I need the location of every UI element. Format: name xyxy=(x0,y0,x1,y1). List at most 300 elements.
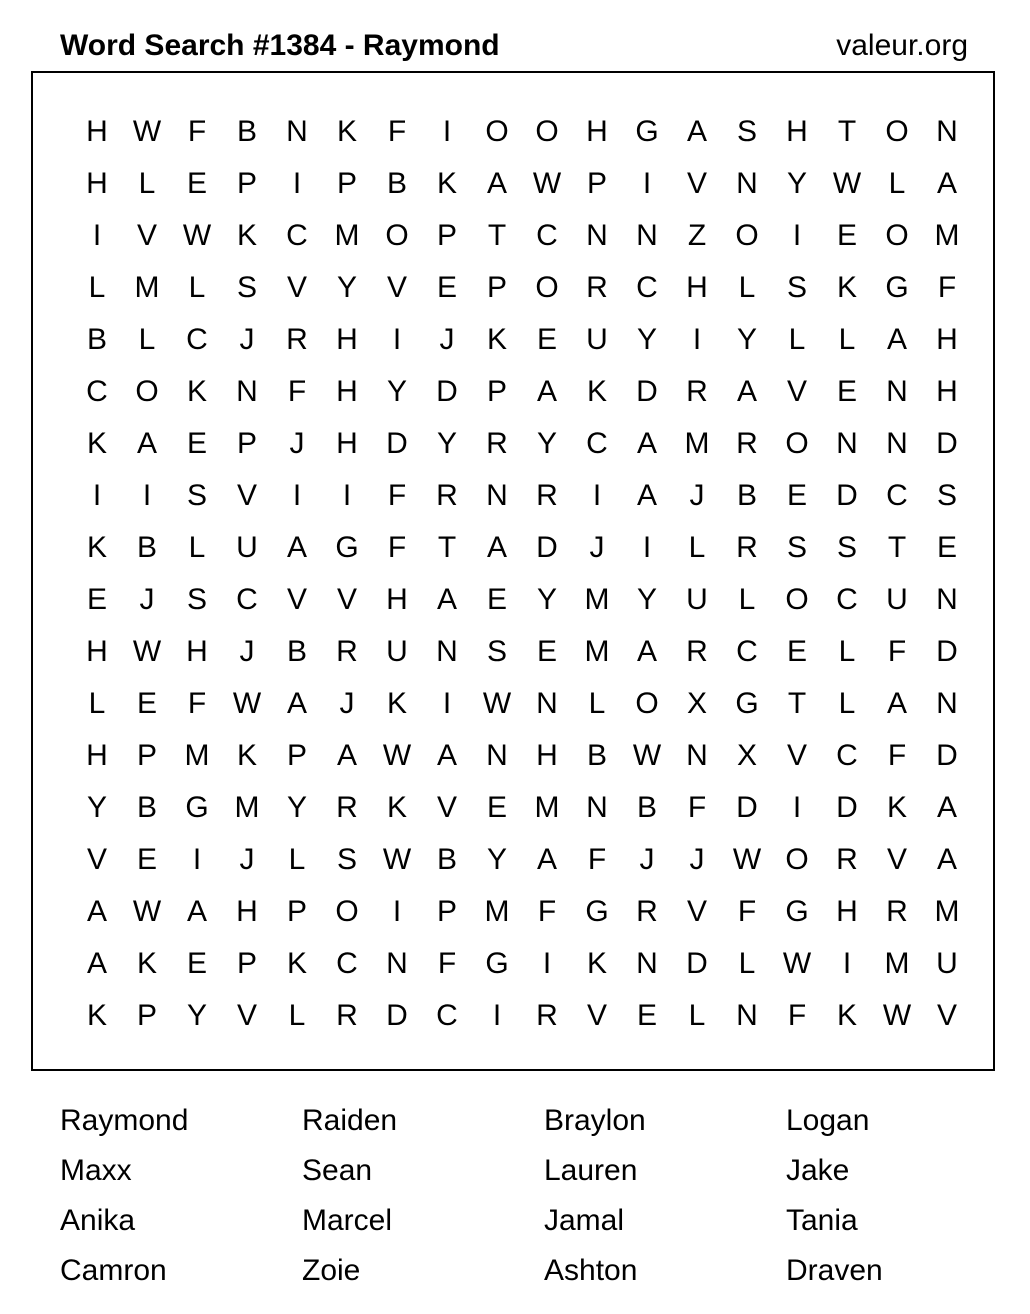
grid-letter[interactable]: J xyxy=(339,687,355,720)
grid-letter[interactable]: J xyxy=(639,843,655,876)
grid-letter[interactable]: K xyxy=(386,791,407,824)
grid-letter[interactable]: H xyxy=(586,115,608,148)
grid-letter[interactable]: R xyxy=(886,895,908,928)
grid-letter[interactable]: A xyxy=(186,895,207,928)
grid-letter[interactable]: F xyxy=(587,843,607,876)
grid-letter[interactable]: U xyxy=(386,635,408,668)
grid-letter[interactable]: E xyxy=(536,635,557,668)
grid-letter[interactable]: J xyxy=(239,843,255,876)
grid-letter[interactable]: I xyxy=(392,895,402,928)
grid-letter[interactable]: C xyxy=(436,999,458,1032)
grid-letter[interactable]: Y xyxy=(486,843,507,876)
grid-letter[interactable]: L xyxy=(738,271,756,304)
grid-letter[interactable]: N xyxy=(936,115,958,148)
grid-letter[interactable]: C xyxy=(186,323,208,356)
grid-letter[interactable]: W xyxy=(182,219,212,252)
grid-letter[interactable]: S xyxy=(786,531,807,564)
grid-letter[interactable]: M xyxy=(584,583,610,616)
grid-letter[interactable]: J xyxy=(289,427,305,460)
grid-letter[interactable]: U xyxy=(936,947,958,980)
grid-letter[interactable]: F xyxy=(887,635,907,668)
grid-letter[interactable]: M xyxy=(184,739,210,772)
grid-letter[interactable]: L xyxy=(838,687,856,720)
grid-letter[interactable]: V xyxy=(786,739,807,772)
grid-letter[interactable]: I xyxy=(592,479,602,512)
grid-letter[interactable]: W xyxy=(832,167,862,200)
grid-letter[interactable]: K xyxy=(86,531,107,564)
grid-letter[interactable]: D xyxy=(736,791,758,824)
grid-letter[interactable]: F xyxy=(687,791,707,824)
grid-letter[interactable]: B xyxy=(386,167,407,200)
grid-letter[interactable]: K xyxy=(336,115,357,148)
grid-letter[interactable]: T xyxy=(787,687,807,720)
grid-letter[interactable]: H xyxy=(386,583,408,616)
grid-letter[interactable]: I xyxy=(192,843,202,876)
grid-letter[interactable]: S xyxy=(836,531,857,564)
grid-letter[interactable]: K xyxy=(386,687,407,720)
grid-letter[interactable]: S xyxy=(336,843,357,876)
grid-letter[interactable]: S xyxy=(186,479,207,512)
grid-letter[interactable]: P xyxy=(136,739,157,772)
grid-letter[interactable]: H xyxy=(836,895,858,928)
grid-letter[interactable]: K xyxy=(136,947,157,980)
grid-letter[interactable]: J xyxy=(239,635,255,668)
grid-letter[interactable]: P xyxy=(236,427,257,460)
grid-letter[interactable]: Y xyxy=(386,375,407,408)
grid-letter[interactable]: D xyxy=(386,999,408,1032)
grid-letter[interactable]: E xyxy=(786,635,807,668)
grid-letter[interactable]: J xyxy=(689,479,705,512)
grid-letter[interactable]: C xyxy=(836,739,858,772)
grid-letter[interactable]: W xyxy=(482,687,512,720)
grid-letter[interactable]: B xyxy=(236,115,257,148)
grid-letter[interactable]: B xyxy=(736,479,757,512)
grid-letter[interactable]: N xyxy=(886,427,908,460)
grid-letter[interactable]: M xyxy=(334,219,360,252)
grid-letter[interactable]: U xyxy=(686,583,708,616)
grid-letter[interactable]: O xyxy=(785,843,809,876)
grid-letter[interactable]: H xyxy=(336,375,358,408)
grid-letter[interactable]: W xyxy=(632,739,662,772)
grid-letter[interactable]: Z xyxy=(687,219,707,252)
grid-letter[interactable]: P xyxy=(486,271,507,304)
grid-letter[interactable]: M xyxy=(684,427,710,460)
grid-letter[interactable]: L xyxy=(88,687,106,720)
grid-letter[interactable]: F xyxy=(287,375,307,408)
grid-letter[interactable]: B xyxy=(286,635,307,668)
grid-letter[interactable]: N xyxy=(536,687,558,720)
grid-letter[interactable]: K xyxy=(236,219,257,252)
grid-letter[interactable]: F xyxy=(737,895,757,928)
grid-letter[interactable]: N xyxy=(236,375,258,408)
grid-letter[interactable]: M xyxy=(234,791,260,824)
grid-letter[interactable]: M xyxy=(934,219,960,252)
grid-letter[interactable]: W xyxy=(132,635,162,668)
grid-letter[interactable]: N xyxy=(486,479,508,512)
grid-letter[interactable]: Y xyxy=(536,583,557,616)
grid-letter[interactable]: Y xyxy=(736,323,757,356)
grid-letter[interactable]: D xyxy=(836,791,858,824)
grid-letter[interactable]: C xyxy=(236,583,258,616)
grid-letter[interactable]: K xyxy=(286,947,307,980)
grid-letter[interactable]: E xyxy=(136,687,157,720)
grid-letter[interactable]: W xyxy=(382,739,412,772)
grid-letter[interactable]: A xyxy=(436,583,457,616)
grid-letter[interactable]: E xyxy=(836,375,857,408)
grid-letter[interactable]: I xyxy=(692,323,702,356)
grid-letter[interactable]: B xyxy=(136,531,157,564)
grid-letter[interactable]: K xyxy=(836,271,857,304)
grid-letter[interactable]: E xyxy=(186,947,207,980)
grid-letter[interactable]: H xyxy=(336,323,358,356)
grid-letter[interactable]: O xyxy=(785,427,809,460)
grid-letter[interactable]: D xyxy=(936,739,958,772)
grid-letter[interactable]: E xyxy=(486,583,507,616)
grid-letter[interactable]: R xyxy=(536,479,558,512)
grid-letter[interactable]: V xyxy=(236,479,257,512)
grid-letter[interactable]: A xyxy=(86,947,107,980)
grid-letter[interactable]: Y xyxy=(436,427,457,460)
grid-letter[interactable]: F xyxy=(187,115,207,148)
grid-letter[interactable]: H xyxy=(86,167,108,200)
grid-letter[interactable]: W xyxy=(782,947,812,980)
grid-letter[interactable]: L xyxy=(88,271,106,304)
grid-letter[interactable]: N xyxy=(636,947,658,980)
grid-letter[interactable]: F xyxy=(187,687,207,720)
grid-letter[interactable]: N xyxy=(586,219,608,252)
grid-letter[interactable]: E xyxy=(186,167,207,200)
grid-letter[interactable]: D xyxy=(836,479,858,512)
grid-letter[interactable]: V xyxy=(886,843,907,876)
grid-letter[interactable]: W xyxy=(232,687,262,720)
grid-letter[interactable]: P xyxy=(236,167,257,200)
grid-letter[interactable]: R xyxy=(336,999,358,1032)
grid-letter[interactable]: L xyxy=(138,323,156,356)
grid-letter[interactable]: L xyxy=(688,531,706,564)
grid-letter[interactable]: I xyxy=(642,531,652,564)
grid-letter[interactable]: S xyxy=(936,479,957,512)
grid-letter[interactable]: R xyxy=(736,427,758,460)
grid-letter[interactable]: I xyxy=(792,791,802,824)
grid-letter[interactable]: C xyxy=(636,271,658,304)
grid-letter[interactable]: E xyxy=(86,583,107,616)
grid-letter[interactable]: H xyxy=(236,895,258,928)
grid-letter[interactable]: G xyxy=(585,895,609,928)
grid-letter[interactable]: P xyxy=(286,895,307,928)
grid-letter[interactable]: N xyxy=(486,739,508,772)
grid-letter[interactable]: G xyxy=(785,895,809,928)
grid-letter[interactable]: B xyxy=(86,323,107,356)
grid-letter[interactable]: V xyxy=(236,999,257,1032)
grid-letter[interactable]: I xyxy=(492,999,502,1032)
grid-letter[interactable]: A xyxy=(536,375,557,408)
grid-letter[interactable]: H xyxy=(536,739,558,772)
grid-letter[interactable]: D xyxy=(386,427,408,460)
grid-letter[interactable]: A xyxy=(636,427,657,460)
grid-letter[interactable]: J xyxy=(689,843,705,876)
grid-letter[interactable]: A xyxy=(736,375,757,408)
grid-letter[interactable]: W xyxy=(382,843,412,876)
grid-letter[interactable]: D xyxy=(936,427,958,460)
grid-letter[interactable]: F xyxy=(787,999,807,1032)
grid-letter[interactable]: U xyxy=(236,531,258,564)
grid-letter[interactable]: L xyxy=(738,947,756,980)
grid-letter[interactable]: I xyxy=(92,479,102,512)
grid-letter[interactable]: E xyxy=(486,791,507,824)
grid-letter[interactable]: E xyxy=(186,427,207,460)
grid-letter[interactable]: A xyxy=(886,323,907,356)
grid-letter[interactable]: R xyxy=(686,635,708,668)
grid-letter[interactable]: A xyxy=(86,895,107,928)
grid-letter[interactable]: E xyxy=(836,219,857,252)
grid-letter[interactable]: I xyxy=(292,167,302,200)
grid-letter[interactable]: K xyxy=(86,427,107,460)
grid-letter[interactable]: D xyxy=(436,375,458,408)
grid-letter[interactable]: D xyxy=(686,947,708,980)
grid-letter[interactable]: T xyxy=(487,219,507,252)
grid-letter[interactable]: M xyxy=(534,791,560,824)
grid-letter[interactable]: O xyxy=(635,687,659,720)
grid-letter[interactable]: L xyxy=(138,167,156,200)
grid-letter[interactable]: H xyxy=(86,115,108,148)
grid-letter[interactable]: C xyxy=(836,583,858,616)
grid-letter[interactable]: V xyxy=(136,219,157,252)
grid-letter[interactable]: I xyxy=(342,479,352,512)
grid-letter[interactable]: A xyxy=(136,427,157,460)
grid-letter[interactable]: W xyxy=(532,167,562,200)
grid-letter[interactable]: K xyxy=(586,947,607,980)
grid-letter[interactable]: N xyxy=(636,219,658,252)
grid-letter[interactable]: R xyxy=(286,323,308,356)
grid-letter[interactable]: O xyxy=(885,115,909,148)
grid-letter[interactable]: D xyxy=(936,635,958,668)
grid-letter[interactable]: K xyxy=(436,167,457,200)
grid-letter[interactable]: K xyxy=(486,323,507,356)
grid-letter[interactable]: W xyxy=(732,843,762,876)
grid-letter[interactable]: O xyxy=(785,583,809,616)
grid-letter[interactable]: H xyxy=(786,115,808,148)
grid-letter[interactable]: T xyxy=(437,531,457,564)
grid-letter[interactable]: P xyxy=(436,219,457,252)
grid-letter[interactable]: O xyxy=(735,219,759,252)
grid-letter[interactable]: F xyxy=(937,271,957,304)
grid-letter[interactable]: I xyxy=(92,219,102,252)
grid-letter[interactable]: H xyxy=(686,271,708,304)
grid-letter[interactable]: O xyxy=(335,895,359,928)
grid-letter[interactable]: B xyxy=(136,791,157,824)
grid-letter[interactable]: F xyxy=(387,115,407,148)
grid-letter[interactable]: M xyxy=(584,635,610,668)
grid-letter[interactable]: M xyxy=(134,271,160,304)
grid-letter[interactable]: N xyxy=(936,583,958,616)
grid-letter[interactable]: R xyxy=(536,999,558,1032)
grid-letter[interactable]: G xyxy=(635,115,659,148)
grid-letter[interactable]: C xyxy=(86,375,108,408)
grid-letter[interactable]: I xyxy=(842,947,852,980)
grid-letter[interactable]: K xyxy=(186,375,207,408)
grid-letter[interactable]: Y xyxy=(336,271,357,304)
grid-letter[interactable]: B xyxy=(636,791,657,824)
grid-letter[interactable]: J xyxy=(589,531,605,564)
grid-letter[interactable]: B xyxy=(436,843,457,876)
grid-letter[interactable]: I xyxy=(442,115,452,148)
grid-letter[interactable]: I xyxy=(792,219,802,252)
grid-letter[interactable]: L xyxy=(288,843,306,876)
grid-letter[interactable]: J xyxy=(139,583,155,616)
grid-letter[interactable]: L xyxy=(788,323,806,356)
grid-letter[interactable]: I xyxy=(392,323,402,356)
grid-letter[interactable]: L xyxy=(888,167,906,200)
grid-letter[interactable]: E xyxy=(636,999,657,1032)
grid-letter[interactable]: H xyxy=(336,427,358,460)
grid-letter[interactable]: I xyxy=(642,167,652,200)
grid-letter[interactable]: Y xyxy=(536,427,557,460)
grid-letter[interactable]: F xyxy=(537,895,557,928)
grid-letter[interactable]: V xyxy=(386,271,407,304)
grid-letter[interactable]: C xyxy=(536,219,558,252)
grid-letter[interactable]: S xyxy=(186,583,207,616)
grid-letter[interactable]: C xyxy=(336,947,358,980)
grid-letter[interactable]: W xyxy=(132,895,162,928)
grid-letter[interactable]: H xyxy=(86,739,108,772)
grid-letter[interactable]: B xyxy=(586,739,607,772)
grid-letter[interactable]: C xyxy=(286,219,308,252)
grid-letter[interactable]: A xyxy=(336,739,357,772)
grid-letter[interactable]: S xyxy=(236,271,257,304)
grid-letter[interactable]: H xyxy=(936,375,958,408)
grid-letter[interactable]: L xyxy=(838,635,856,668)
grid-letter[interactable]: M xyxy=(934,895,960,928)
grid-letter[interactable]: Y xyxy=(286,791,307,824)
grid-letter[interactable]: A xyxy=(286,687,307,720)
grid-letter[interactable]: A xyxy=(486,531,507,564)
grid-letter[interactable]: R xyxy=(436,479,458,512)
grid-letter[interactable]: A xyxy=(936,843,957,876)
grid-letter[interactable]: C xyxy=(736,635,758,668)
grid-letter[interactable]: A xyxy=(486,167,507,200)
grid-letter[interactable]: V xyxy=(686,895,707,928)
grid-letter[interactable]: S xyxy=(736,115,757,148)
grid-letter[interactable]: V xyxy=(586,999,607,1032)
grid-letter[interactable]: P xyxy=(236,947,257,980)
grid-letter[interactable]: N xyxy=(936,687,958,720)
grid-letter[interactable]: Y xyxy=(786,167,807,200)
grid-letter[interactable]: L xyxy=(188,271,206,304)
grid-letter[interactable]: N xyxy=(886,375,908,408)
grid-letter[interactable]: R xyxy=(336,635,358,668)
grid-letter[interactable]: A xyxy=(436,739,457,772)
grid-letter[interactable]: R xyxy=(636,895,658,928)
grid-letter[interactable]: L xyxy=(738,583,756,616)
grid-letter[interactable]: Y xyxy=(186,999,207,1032)
grid-letter[interactable]: K xyxy=(86,999,107,1032)
grid-letter[interactable]: S xyxy=(486,635,507,668)
grid-letter[interactable]: A xyxy=(936,167,957,200)
grid-letter[interactable]: K xyxy=(836,999,857,1032)
grid-letter[interactable]: R xyxy=(486,427,508,460)
grid-letter[interactable]: C xyxy=(586,427,608,460)
grid-letter[interactable]: R xyxy=(586,271,608,304)
grid-letter[interactable]: G xyxy=(735,687,759,720)
grid-letter[interactable]: A xyxy=(686,115,707,148)
grid-letter[interactable]: F xyxy=(887,739,907,772)
grid-letter[interactable]: V xyxy=(686,167,707,200)
grid-letter[interactable]: K xyxy=(586,375,607,408)
grid-letter[interactable]: V xyxy=(436,791,457,824)
grid-letter[interactable]: I xyxy=(542,947,552,980)
grid-letter[interactable]: N xyxy=(736,999,758,1032)
grid-letter[interactable]: H xyxy=(936,323,958,356)
grid-letter[interactable]: F xyxy=(387,479,407,512)
grid-letter[interactable]: G xyxy=(335,531,359,564)
grid-letter[interactable]: L xyxy=(838,323,856,356)
grid-letter[interactable]: W xyxy=(882,999,912,1032)
grid-letter[interactable]: F xyxy=(387,531,407,564)
grid-letter[interactable]: H xyxy=(186,635,208,668)
grid-letter[interactable]: P xyxy=(336,167,357,200)
grid-letter[interactable]: L xyxy=(688,999,706,1032)
grid-letter[interactable]: A xyxy=(886,687,907,720)
grid-letter[interactable]: O xyxy=(885,219,909,252)
grid-letter[interactable]: Y xyxy=(636,323,657,356)
grid-letter[interactable]: O xyxy=(535,271,559,304)
grid-letter[interactable]: L xyxy=(588,687,606,720)
grid-letter[interactable]: V xyxy=(936,999,957,1032)
grid-letter[interactable]: X xyxy=(736,739,757,772)
grid-letter[interactable]: U xyxy=(886,583,908,616)
grid-letter[interactable]: V xyxy=(786,375,807,408)
grid-letter[interactable]: A xyxy=(536,843,557,876)
grid-letter[interactable]: A xyxy=(636,635,657,668)
grid-letter[interactable]: W xyxy=(132,115,162,148)
grid-letter[interactable]: P xyxy=(136,999,157,1032)
grid-letter[interactable]: N xyxy=(836,427,858,460)
grid-letter[interactable]: N xyxy=(286,115,308,148)
grid-letter[interactable]: G xyxy=(885,271,909,304)
grid-letter[interactable]: R xyxy=(736,531,758,564)
grid-letter[interactable]: M xyxy=(484,895,510,928)
grid-letter[interactable]: R xyxy=(686,375,708,408)
grid-letter[interactable]: A xyxy=(636,479,657,512)
grid-letter[interactable]: K xyxy=(886,791,907,824)
grid-letter[interactable]: J xyxy=(239,323,255,356)
grid-letter[interactable]: P xyxy=(286,739,307,772)
grid-letter[interactable]: O xyxy=(535,115,559,148)
grid-letter[interactable]: E xyxy=(786,479,807,512)
grid-letter[interactable]: I xyxy=(142,479,152,512)
grid-letter[interactable]: E xyxy=(536,323,557,356)
grid-letter[interactable]: F xyxy=(437,947,457,980)
grid-letter[interactable]: N xyxy=(736,167,758,200)
grid-letter[interactable]: V xyxy=(286,271,307,304)
grid-letter[interactable]: C xyxy=(886,479,908,512)
grid-letter[interactable]: E xyxy=(436,271,457,304)
grid-letter[interactable]: D xyxy=(636,375,658,408)
grid-letter[interactable]: G xyxy=(485,947,509,980)
grid-letter[interactable]: Y xyxy=(86,791,107,824)
grid-letter[interactable]: K xyxy=(236,739,257,772)
grid-letter[interactable]: V xyxy=(86,843,107,876)
grid-letter[interactable]: T xyxy=(837,115,857,148)
grid-letter[interactable]: E xyxy=(936,531,957,564)
grid-letter[interactable]: H xyxy=(86,635,108,668)
grid-letter[interactable]: L xyxy=(288,999,306,1032)
grid-letter[interactable]: L xyxy=(188,531,206,564)
grid-letter[interactable]: J xyxy=(439,323,455,356)
grid-letter[interactable]: S xyxy=(786,271,807,304)
grid-letter[interactable]: T xyxy=(887,531,907,564)
grid-letter[interactable]: G xyxy=(185,791,209,824)
